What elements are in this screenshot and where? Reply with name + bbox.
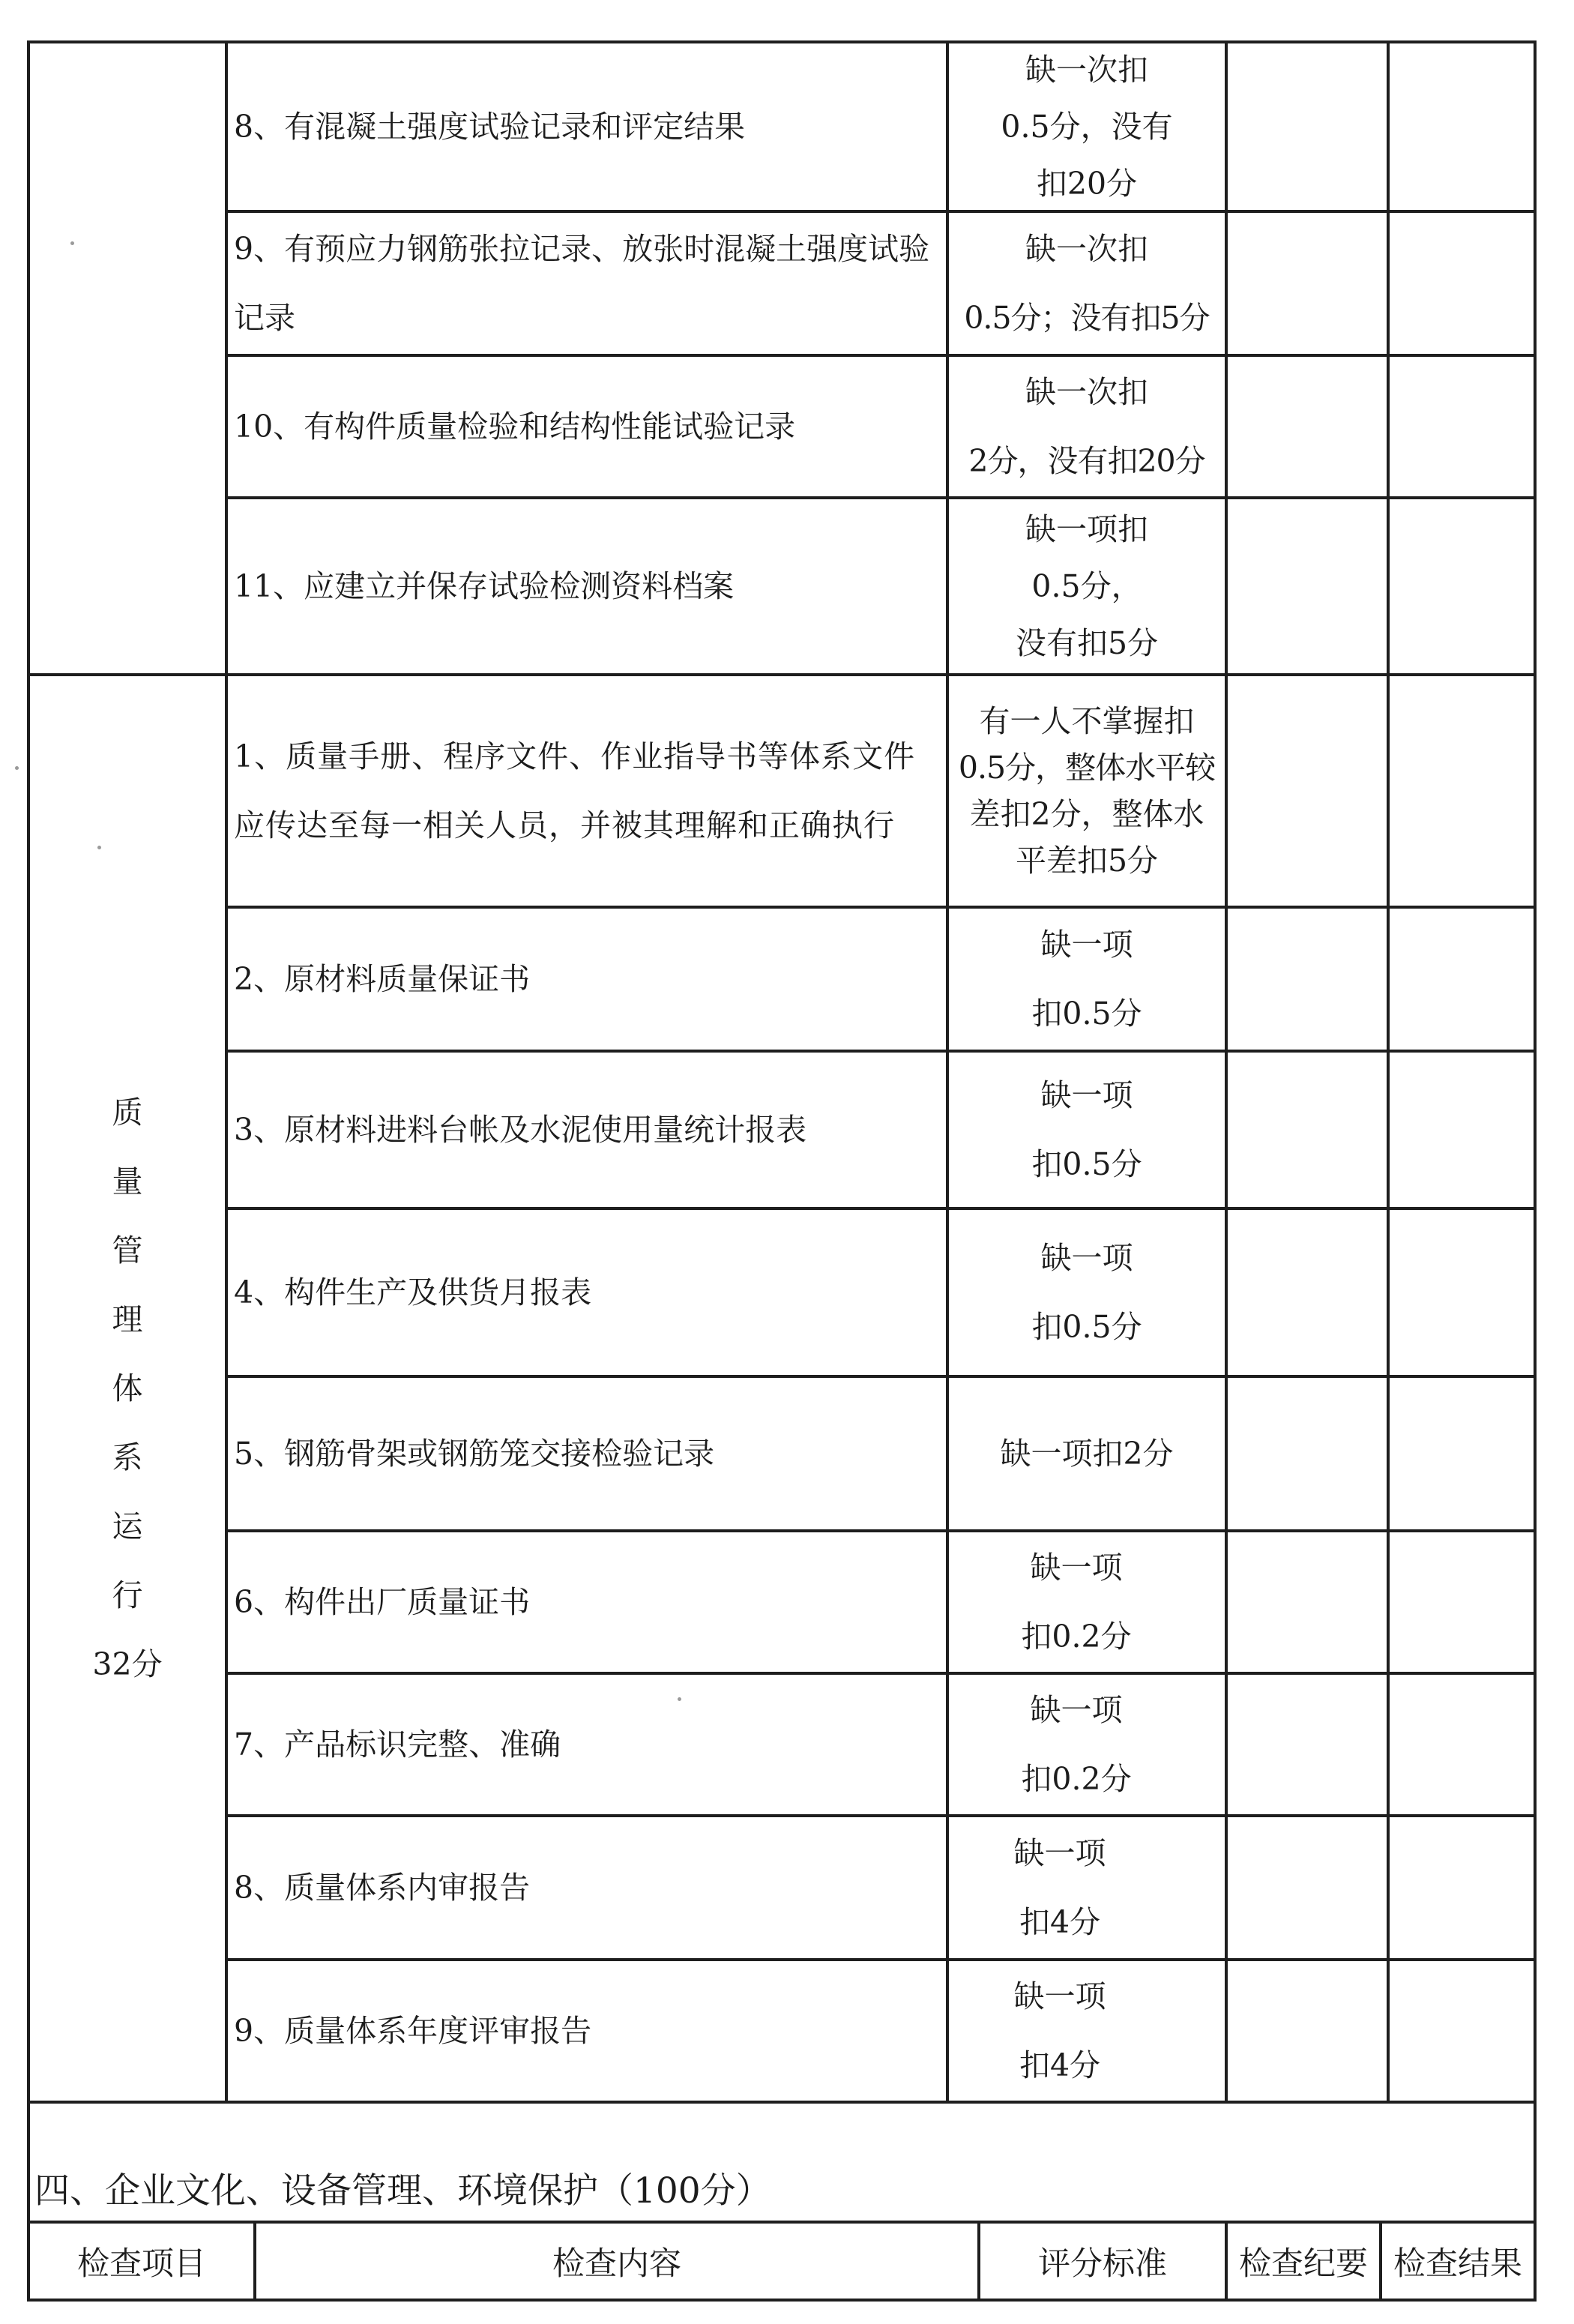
scoring-standard-cell [949, 1210, 1225, 1375]
scoring-standard-cell [949, 1053, 1225, 1207]
rule [1534, 40, 1537, 2302]
scoring-standard-cell [949, 676, 1225, 906]
check-content-cell [228, 1210, 946, 1375]
scoring-standard-line: 缺一项 [1013, 1978, 1106, 2014]
check-content-text: 9、有预应力钢筋张拉记录、放张时混凝土强度试验记录 [234, 231, 930, 336]
scoring-standard-line: 没有扣5分 [1015, 625, 1159, 661]
scoring-standard-line: 扣0.5分 [1031, 1309, 1142, 1345]
scoring-standard-line: 0.5分， [1031, 568, 1142, 604]
scoring-standard-line: 2分，没有扣20分 [968, 443, 1205, 479]
scoring-standard-cell [949, 213, 1225, 354]
check-content-text: 8、质量体系内审报告 [234, 1870, 531, 1906]
scan-speck [70, 241, 74, 245]
scoring-standard-cell [949, 499, 1225, 673]
check-item-char: 质 [112, 1095, 143, 1131]
scoring-standard-line: 平差扣5分 [1015, 843, 1159, 879]
scoring-standard-cell [949, 1675, 1204, 1814]
scoring-standard-line: 扣0.5分 [1031, 996, 1142, 1032]
check-content-text: 5、钢筋骨架或钢筋笼交接检验记录 [234, 1436, 715, 1472]
check-content-text: 11、应建立并保存试验检测资料档案 [234, 568, 735, 604]
scoring-standard-cell [949, 1378, 1225, 1529]
check-content-cell [228, 1675, 946, 1814]
scoring-standard-cell [949, 43, 1225, 210]
scoring-standard-line: 有一人不掌握扣 [979, 703, 1195, 739]
scoring-standard-cell [949, 1961, 1171, 2101]
scoring-standard-cell [949, 1817, 1171, 1958]
check-item-char: 管 [112, 1232, 143, 1268]
check-item-char: 运 [112, 1508, 143, 1544]
scan-speck [678, 1697, 681, 1701]
check-content-text: 9、质量体系年度评审报告 [234, 2013, 592, 2049]
check-item-char: 量 [112, 1163, 143, 1199]
check-item-char: 体 [112, 1370, 143, 1406]
rule [1387, 40, 1390, 2102]
check-item-char: 理 [112, 1301, 143, 1337]
header-check-record [1228, 2224, 1379, 2299]
scoring-standard-line: 缺一次扣 [1025, 231, 1148, 267]
scoring-standard-line: 缺一项 [1040, 1077, 1133, 1113]
scoring-standard-line: 缺一项 [1040, 1240, 1133, 1276]
header-check-record-text: 检查纪要 [1239, 2245, 1368, 2283]
section-title [30, 2104, 1534, 2221]
check-content-text: 2、原材料质量保证书 [234, 961, 531, 997]
scoring-standard-line: 缺一项 [1040, 927, 1133, 963]
scoring-standard-line: 差扣2分，整体水 [969, 796, 1204, 832]
check-content-text: 4、构件生产及供货月报表 [234, 1274, 592, 1310]
scoring-standard-line: 扣0.2分 [1021, 1761, 1132, 1797]
scoring-standard-line: 缺一项扣2分 [1000, 1436, 1174, 1472]
scoring-standard-line: 扣4分 [1019, 2047, 1101, 2083]
check-content-text: 8、有混凝土强度试验记录和评定结果 [234, 109, 746, 145]
header-check-result-text: 检查结果 [1393, 2245, 1522, 2283]
scoring-standard-cell [949, 909, 1225, 1050]
scoring-standard-cell [949, 1532, 1204, 1672]
header-scoring-standard-text: 评分标准 [1038, 2245, 1167, 2283]
section-title-text: 四、企业文化、设备管理、环境保护（100分） [34, 2170, 771, 2212]
check-item-char: 行 [112, 1577, 143, 1613]
check-item-score: 32分 [92, 1646, 163, 1682]
check-content-text: 7、产品标识完整、准确 [234, 1727, 561, 1762]
scoring-standard-line: 缺一项 [1030, 1692, 1123, 1728]
check-content-cell [228, 1053, 946, 1207]
header-check-item [30, 2224, 253, 2299]
check-content-text: 6、构件出厂质量证书 [234, 1584, 531, 1620]
check-content-cell [228, 676, 946, 906]
check-content-cell [228, 1961, 946, 2101]
check-content-cell [228, 909, 946, 1050]
check-content-cell [228, 43, 946, 210]
rule [1225, 40, 1228, 2102]
header-check-content [256, 2224, 977, 2299]
check-content-cell [228, 357, 946, 496]
scoring-standard-line: 缺一次扣 [1025, 52, 1148, 88]
scoring-standard-line: 扣0.5分 [1031, 1146, 1142, 1182]
check-content-text: 3、原材料进料台帐及水泥使用量统计报表 [234, 1112, 807, 1148]
header-check-content-text: 检查内容 [552, 2245, 681, 2283]
scoring-standard-line: 0.5分；没有扣5分 [964, 300, 1210, 336]
scoring-standard-line: 缺一项扣 [1025, 511, 1148, 547]
scoring-standard-line: 扣4分 [1019, 1904, 1101, 1940]
check-content-cell [228, 499, 946, 673]
check-content-cell [228, 213, 946, 354]
check-content-cell [228, 1378, 946, 1529]
scoring-standard-cell [949, 357, 1225, 496]
scan-speck [97, 846, 101, 849]
scoring-standard-line: 扣0.2分 [1021, 1619, 1132, 1655]
check-content-cell [228, 1817, 946, 1958]
header-check-result [1382, 2224, 1534, 2299]
check-content-text: 10、有构件质量检验和结构性能试验记录 [234, 409, 796, 445]
scoring-standard-line: 缺一次扣 [1025, 374, 1148, 410]
check-content-text: 1、质量手册、程序文件、作业指导书等体系文件应传达至每一相关人员，并被其理解和正确执行 [234, 738, 916, 843]
scoring-standard-line: 缺一项 [1013, 1835, 1106, 1871]
check-item-label [30, 676, 225, 2101]
scoring-standard-line: 扣20分 [1036, 166, 1138, 202]
check-item-char: 系 [112, 1439, 143, 1475]
scoring-standard-line: 缺一项 [1030, 1550, 1123, 1586]
check-content-cell [228, 1532, 946, 1672]
header-scoring-standard [980, 2224, 1225, 2299]
scoring-standard-line: 0.5分，没有 [1001, 109, 1173, 145]
scan-speck [15, 766, 19, 770]
header-check-item-text: 检查项目 [77, 2245, 206, 2283]
scoring-standard-line: 0.5分，整体水平较 [958, 750, 1216, 786]
